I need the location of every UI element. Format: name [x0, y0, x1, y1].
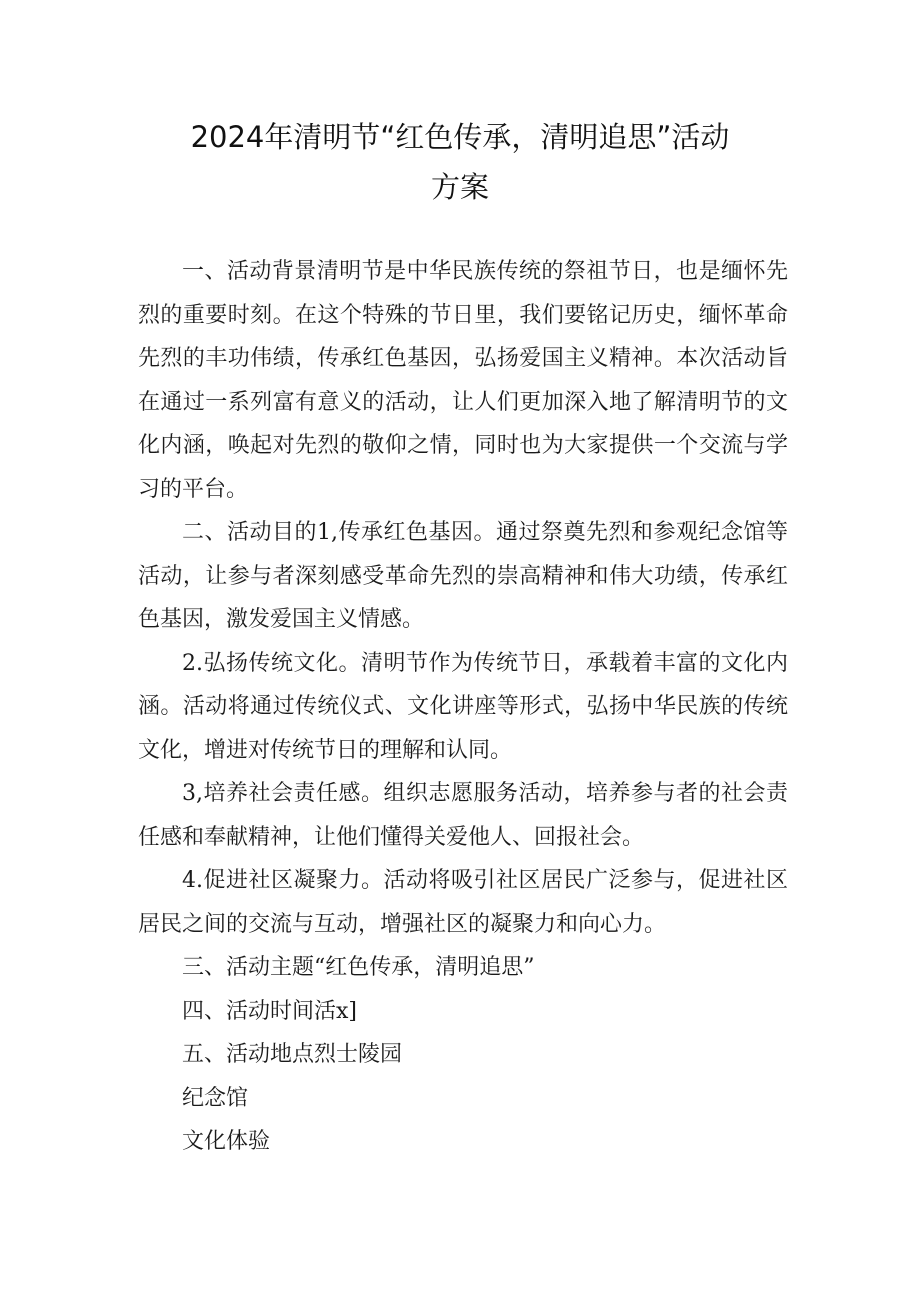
title-line-1: 2024年清明节“红色传承，清明追思”活动 [190, 120, 730, 154]
paragraph-purpose-2: 2.弘扬传统文化。清明节作为传统节日，承载着丰富的文化内涵。活动将通过传统仪式、文化讲座等形式，弘扬中华民族的传统文化，增进对传统节日的理解和认同。 [138, 650, 788, 763]
line-location: 五、活动地点烈士陵园 [182, 1042, 403, 1067]
document-body [138, 250, 788, 1164]
title-line-2: 方案 [430, 170, 489, 204]
line-cultural-experience: 文化体验 [182, 1129, 271, 1154]
paragraph-purpose-3: 3,培养社会责任感。组织志愿服务活动，培养参与者的社会责任感和奉献精神，让他们懂得关爱他人、回报社会。 [138, 781, 788, 850]
line-theme: 三、活动主题“红色传承，清明追思” [182, 955, 535, 980]
paragraph-purpose-1: 二、活动目的1,传承红色基因。通过祭奠先烈和参观纪念馆等活动，让参与者深刻感受革命先烈的崇高精神和伟大功绩，传承红色基因，激发爱国主义情感。 [138, 520, 788, 632]
paragraph-background: 一、活动背景清明节是中华民族传统的祭祖节日，也是缅怀先烈的重要时刻。在这个特殊的节日里，我们要铭记历史，缅怀革命先烈的丰功伟绩，传承红色基因，弘扬爱国主义精神。本次活动旨在通过一系列富有意义的活动，让人们更加深入地了解清明节的文化内涵，唤起对先烈的敬仰之情，同时也为大家提供一个交流与学习的平台。 [138, 259, 788, 502]
line-time: 四、活动时间活x] [182, 998, 357, 1024]
line-memorial-hall: 纪念馆 [182, 1085, 249, 1111]
document-title [120, 112, 800, 212]
paragraph-purpose-4: 4.促进社区凝聚力。活动将吸引社区居民广泛参与，促进社区居民之间的交流与互动，增强社区的凝聚力和向心力。 [138, 868, 788, 937]
